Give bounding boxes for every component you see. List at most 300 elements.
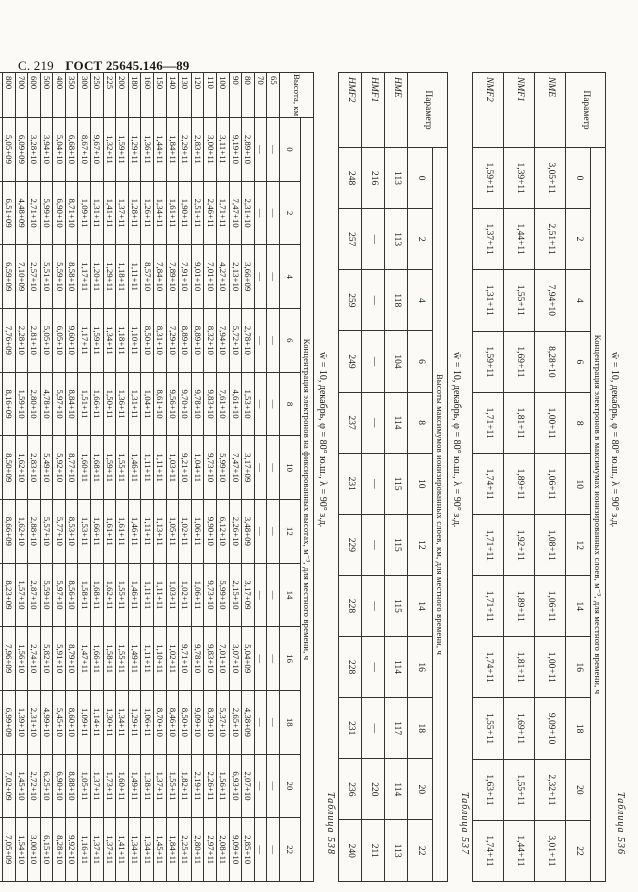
value-cell: 1,84+11 (166, 118, 179, 182)
value-cell: — (362, 698, 385, 759)
value-cell: 8,66+09 (2, 500, 15, 564)
value-cell: 1,31+11 (128, 372, 141, 436)
value-cell: — (267, 818, 280, 882)
value-cell: — (267, 245, 280, 309)
group-header: Высоты максимумов ионизированных слоев, км, для местного времени, ч (433, 148, 448, 882)
value-cell: 8,16+09 (2, 372, 15, 436)
value-cell: 8,28+10 (535, 331, 566, 393)
value-cell: 9,09+10 (229, 818, 242, 882)
value-cell: 9,60+10 (65, 309, 78, 373)
table-row (141, 73, 154, 882)
table-row (2, 73, 15, 882)
value-cell: 2,28+10 (15, 309, 28, 373)
table-row (78, 73, 91, 882)
value-cell: 9,19+10 (229, 118, 242, 182)
value-cell: 6,90+10 (53, 181, 66, 245)
value-cell: 8,53+10 (65, 500, 78, 564)
value-cell (0, 436, 2, 500)
value-cell: — (254, 754, 267, 818)
value-cell: 3,11+11 (217, 118, 230, 182)
value-cell: 1,45+11 (154, 818, 167, 882)
value-cell: 5,57+10 (40, 500, 53, 564)
value-cell: 9,21+10 (179, 436, 192, 500)
value-cell: 4,99+10 (40, 690, 53, 754)
value-cell: 1,31+11 (91, 181, 104, 245)
value-cell: 9,78+10 (191, 372, 204, 436)
value-cell: 6,05+10 (53, 309, 66, 373)
value-cell: 1,10+11 (128, 309, 141, 373)
value-cell: 118 (385, 270, 408, 331)
table-row (15, 73, 28, 882)
value-cell: 115 (385, 514, 408, 575)
value-cell: 2,87+10 (28, 563, 41, 627)
value-cell: — (362, 331, 385, 392)
table-row (116, 73, 129, 882)
value-cell: 1,16+11 (78, 818, 91, 882)
value-cell: 248 (339, 148, 362, 209)
value-cell: 2,51+11 (191, 181, 204, 245)
value-cell: 1,34+11 (141, 818, 154, 882)
hour-header: 4 (408, 270, 433, 331)
value-cell: 8,46+10 (166, 690, 179, 754)
page-number: С. 219 (18, 58, 54, 73)
value-cell: — (254, 118, 267, 182)
value-cell: 2,57+10 (28, 245, 41, 309)
value-cell: 1,26+11 (141, 181, 154, 245)
value-cell: 1,57+10 (15, 563, 28, 627)
value-cell: — (254, 500, 267, 564)
value-cell: 228 (339, 575, 362, 636)
value-cell: 2,46+11 (204, 181, 217, 245)
hour-header: 6 (280, 309, 301, 373)
value-cell: 259 (339, 270, 362, 331)
height-value: 500 (40, 73, 53, 118)
table-row (179, 73, 192, 882)
value-cell: 6,12+10 (217, 500, 230, 564)
value-cell: — (362, 637, 385, 698)
height-value: 225 (103, 73, 116, 118)
value-cell: 7,61+10 (217, 372, 230, 436)
value-cell: 1,53+10 (242, 372, 255, 436)
value-cell: 1,68+11 (91, 563, 104, 627)
value-cell: 1,31+11 (473, 270, 504, 332)
height-value: 90 (229, 73, 242, 118)
value-cell: 8,88+10 (65, 754, 78, 818)
hour-header: 2 (408, 209, 433, 270)
standard-title: ГОСТ 25645.146—89 (65, 58, 190, 73)
value-cell: 3,01+11 (535, 820, 566, 881)
value-cell: 1,32+11 (103, 118, 116, 182)
value-cell: 2,72+10 (28, 754, 41, 818)
value-cell: 4,48+09 (15, 181, 28, 245)
group-header: Концентрация электронов на фиксированных высотах, м⁻³, для местного времени, ч (301, 118, 314, 882)
hour-header: 18 (408, 698, 433, 759)
value-cell: 8,89+10 (191, 309, 204, 373)
value-cell: 3,66+09 (242, 245, 255, 309)
hour-header: 0 (408, 148, 433, 209)
value-cell: — (362, 575, 385, 636)
table-row (191, 73, 204, 882)
table-row (65, 73, 78, 882)
value-cell: 5,99+10 (40, 181, 53, 245)
value-cell: 4,38+09 (242, 690, 255, 754)
hour-header: 22 (280, 818, 301, 882)
hour-header: 22 (566, 820, 591, 881)
value-cell: 8,84+10 (65, 372, 78, 436)
value-cell: — (254, 563, 267, 627)
value-cell: 1,61+11 (166, 181, 179, 245)
value-cell: 1,34+11 (103, 309, 116, 373)
value-cell: 1,00+11 (535, 393, 566, 454)
value-cell: 1,82+11 (179, 754, 192, 818)
value-cell: 2,81+10 (28, 309, 41, 373)
value-cell: 3,17+09 (242, 563, 255, 627)
hour-header: 16 (566, 637, 591, 698)
value-cell: 8,60+10 (65, 690, 78, 754)
table-536-label: Таблица 536 (615, 792, 626, 855)
value-cell: 1,05+11 (166, 500, 179, 564)
value-cell: 1,55+11 (473, 698, 504, 760)
value-cell: 5,04+10 (53, 118, 66, 182)
height-value: 250 (91, 73, 104, 118)
value-cell: 7,01+10 (217, 627, 230, 691)
value-cell: 7,76+09 (2, 309, 15, 373)
value-cell: 1,00+11 (535, 637, 566, 698)
value-cell: 6,51+09 (2, 181, 15, 245)
value-cell: 1,46+11 (128, 500, 141, 564)
value-cell: 1,11+11 (128, 245, 141, 309)
value-cell: 5,59+10 (53, 245, 66, 309)
value-cell: 1,02+11 (166, 627, 179, 691)
value-cell: 8,50+09 (2, 436, 15, 500)
hour-header: 8 (566, 393, 591, 454)
hour-header: 4 (280, 245, 301, 309)
value-cell: 7,47+10 (229, 436, 242, 500)
value-cell (0, 118, 2, 182)
value-cell: 1,34+11 (128, 818, 141, 882)
value-cell: 1,37+11 (103, 818, 116, 882)
value-cell: 220 (362, 759, 385, 820)
value-cell: — (254, 181, 267, 245)
value-cell: 1,54+10 (15, 818, 28, 882)
value-cell: 1,49+11 (128, 754, 141, 818)
table-row (267, 73, 280, 882)
value-cell: 2,07+10 (242, 754, 255, 818)
value-cell: 3,00+10 (28, 818, 41, 882)
hour-header: 14 (566, 576, 591, 637)
value-cell: 1,37+11 (473, 209, 504, 270)
height-value: 600 (28, 73, 41, 118)
hour-header: 6 (408, 331, 433, 392)
value-cell: 1,62+10 (15, 436, 28, 500)
value-cell: 1,59+11 (473, 331, 504, 393)
height-value: 140 (166, 73, 179, 118)
value-cell: 113 (385, 820, 408, 882)
value-cell: 3,17+09 (242, 436, 255, 500)
value-cell: 1,66+11 (91, 372, 104, 436)
hour-header: 20 (280, 754, 301, 818)
value-cell: 1,59+11 (116, 118, 129, 182)
value-cell: 1,55+11 (116, 436, 129, 500)
value-cell: 1,38+11 (141, 754, 154, 818)
value-cell: 9,56+10 (166, 372, 179, 436)
value-cell: 1,17+11 (78, 309, 91, 373)
value-cell: 2,78+10 (242, 309, 255, 373)
value-cell: 1,29+11 (103, 245, 116, 309)
value-cell: 114 (385, 759, 408, 820)
value-cell: 1,55+11 (116, 627, 129, 691)
value-cell: 1,37+11 (91, 818, 104, 882)
table-row (339, 73, 362, 882)
value-cell: 8,71+10 (65, 181, 78, 245)
hour-header: 8 (408, 392, 433, 453)
height-value: 200 (116, 73, 129, 118)
value-cell: 1,81+11 (504, 393, 535, 454)
value-cell: 5,82+10 (40, 627, 53, 691)
value-cell: 1,90+11 (179, 181, 192, 245)
value-cell: 1,06+11 (191, 500, 204, 564)
value-cell: 2,65+10 (229, 690, 242, 754)
value-cell: 229 (339, 514, 362, 575)
value-cell: 1,41+11 (103, 181, 116, 245)
value-cell: 1,37+11 (116, 181, 129, 245)
value-cell: 1,06+11 (535, 576, 566, 637)
value-cell: 1,55+11 (504, 759, 535, 820)
value-cell: 1,50+11 (103, 372, 116, 436)
value-cell: 2,32+11 (535, 759, 566, 820)
value-cell: — (267, 500, 280, 564)
value-cell: — (267, 754, 280, 818)
value-cell (0, 754, 2, 818)
value-cell: 1,06+11 (535, 454, 566, 515)
value-cell: 5,05+09 (2, 118, 15, 182)
hour-header: 12 (566, 515, 591, 576)
value-cell: 9,83+10 (204, 372, 217, 436)
value-cell: — (267, 309, 280, 373)
value-cell: 2,26+11 (204, 754, 217, 818)
value-cell: — (267, 181, 280, 245)
table-row (362, 73, 385, 882)
value-cell: 1,44+11 (504, 820, 535, 881)
value-cell: 3,48+09 (242, 500, 255, 564)
value-cell: 8,28+10 (53, 818, 66, 882)
value-cell: 5,05+10 (40, 309, 53, 373)
value-cell: 114 (385, 392, 408, 453)
value-cell: 2,26+10 (229, 500, 242, 564)
value-cell (0, 245, 2, 309)
value-cell: 3,94+10 (40, 118, 53, 182)
table-row (91, 73, 104, 882)
table-536 (472, 72, 606, 882)
value-cell: 8,23+09 (2, 563, 15, 627)
value-cell: — (362, 209, 385, 270)
param-name: NMF2 (473, 73, 504, 148)
value-cell (0, 372, 2, 436)
table-row (254, 73, 267, 882)
value-cell: 8,57+10 (141, 245, 154, 309)
value-cell: 7,05+09 (2, 818, 15, 882)
height-value: 120 (191, 73, 204, 118)
value-cell: 9,78+10 (191, 627, 204, 691)
table-row (229, 73, 242, 882)
value-cell: — (267, 118, 280, 182)
value-cell: 236 (339, 759, 362, 820)
value-cell: 7,10+09 (15, 245, 28, 309)
height-value: 400 (53, 73, 66, 118)
value-cell: 5,97+10 (53, 563, 66, 627)
value-cell: — (362, 453, 385, 514)
value-cell: 2,15+10 (229, 563, 242, 627)
value-cell: 8,67+10 (78, 118, 91, 182)
value-cell: 1,49+11 (128, 627, 141, 691)
table-row (217, 73, 230, 882)
value-cell: 1,37+11 (91, 754, 104, 818)
value-cell: 8,77+10 (65, 436, 78, 500)
value-cell: 1,58+11 (103, 627, 116, 691)
table-row (53, 73, 66, 882)
value-cell: 1,29+11 (128, 118, 141, 182)
value-cell: 9,71+10 (179, 627, 192, 691)
value-cell: — (267, 627, 280, 691)
value-cell: 4,61+10 (229, 372, 242, 436)
value-cell: 1,55+11 (504, 270, 535, 332)
value-cell: 249 (339, 331, 362, 392)
value-cell: 9,70+10 (179, 372, 192, 436)
value-cell: 2,31+10 (28, 690, 41, 754)
hour-header: 8 (280, 372, 301, 436)
value-cell: — (254, 436, 267, 500)
value-cell: — (254, 309, 267, 373)
value-cell: 5,49+10 (40, 436, 53, 500)
value-cell: 1,05+11 (78, 754, 91, 818)
value-cell: 9,09+10 (191, 690, 204, 754)
table-538-label: Таблица 538 (325, 792, 336, 855)
value-cell: 1,56+11 (217, 754, 230, 818)
value-cell: 3,00+11 (204, 118, 217, 182)
rotated-tables-area (4, 72, 628, 892)
value-cell: — (254, 627, 267, 691)
value-cell: 5,04+09 (242, 627, 255, 691)
value-cell: 1,02+11 (179, 563, 192, 627)
value-cell: 1,46+11 (128, 563, 141, 627)
group-header: Концентрация электронов в максимумах ионизированных слоев, м⁻³, для местного времени, ч (591, 148, 606, 882)
table-row (28, 73, 41, 882)
value-cell: 6,09+09 (15, 118, 28, 182)
value-cell: 1,53+11 (78, 500, 91, 564)
value-cell: 2,89+10 (242, 118, 255, 182)
table-row (166, 73, 179, 882)
value-cell: 1,17+11 (78, 245, 91, 309)
value-cell: 1,13+11 (154, 500, 167, 564)
value-cell: — (362, 392, 385, 453)
table-537-label: Таблица 537 (459, 792, 470, 855)
value-cell: 231 (339, 453, 362, 514)
hour-header: 18 (566, 698, 591, 760)
value-cell: 9,01+10 (191, 245, 204, 309)
table-row (242, 73, 255, 882)
value-cell: 7,94+10 (535, 270, 566, 332)
hour-header: 20 (566, 759, 591, 820)
value-cell: 1,74+11 (473, 637, 504, 698)
value-cell: 1,55+11 (116, 563, 129, 627)
hour-header: 12 (408, 514, 433, 575)
value-cell: 1,60+11 (78, 436, 91, 500)
value-cell: 104 (385, 331, 408, 392)
height-value: 100 (217, 73, 230, 118)
table-row (154, 73, 167, 882)
value-cell: 8,56+10 (65, 563, 78, 627)
value-cell: 5,51+10 (40, 245, 53, 309)
value-cell: — (362, 514, 385, 575)
height-value: 700 (15, 73, 28, 118)
height-value (0, 73, 2, 118)
height-value: 130 (179, 73, 192, 118)
value-cell: 6,59+09 (2, 245, 15, 309)
value-cell: 1,89+11 (504, 576, 535, 637)
value-cell: 4,27+10 (217, 245, 230, 309)
value-cell: 8,79+10 (65, 627, 78, 691)
value-cell: 1,62+10 (15, 500, 28, 564)
value-cell: 8,32+10 (204, 309, 217, 373)
value-cell: 5,59+10 (40, 563, 53, 627)
value-cell: 115 (385, 453, 408, 514)
value-cell: 2,08+11 (217, 818, 230, 882)
value-cell: 8,50+10 (141, 309, 154, 373)
value-cell: 2,97+11 (204, 818, 217, 882)
value-cell: 1,71+11 (473, 515, 504, 576)
param-header: Параметр (566, 73, 606, 148)
value-cell: 117 (385, 698, 408, 759)
value-cell: 8,89+10 (179, 309, 192, 373)
value-cell: 7,96+09 (2, 627, 15, 691)
value-cell: 1,18+11 (116, 309, 129, 373)
value-cell: 7,01+10 (204, 245, 217, 309)
height-value: 110 (204, 73, 217, 118)
value-cell: — (267, 372, 280, 436)
value-cell: 1,30+11 (103, 690, 116, 754)
value-cell: 2,51+11 (535, 209, 566, 270)
table-row (535, 73, 566, 882)
value-cell: 1,59+11 (103, 436, 116, 500)
value-cell: 114 (385, 637, 408, 698)
value-cell: 1,47+11 (78, 627, 91, 691)
value-cell: 1,41+11 (116, 818, 129, 882)
value-cell: 9,73+10 (204, 563, 217, 627)
height-value: 160 (141, 73, 154, 118)
value-cell: 1,44+11 (504, 209, 535, 270)
height-value: 800 (2, 73, 15, 118)
value-cell: 1,61+11 (103, 500, 116, 564)
value-cell: 237 (339, 392, 362, 453)
value-cell: 1,06+11 (141, 690, 154, 754)
value-cell: 2,85+10 (242, 818, 255, 882)
height-header: Высота, км (280, 73, 314, 118)
hour-header: 2 (566, 209, 591, 270)
value-cell: 8,50+10 (179, 690, 192, 754)
table-536-subtitle: w̄ = 10, декабрь, φ = 80° ю.ш., λ = 90° з.д. (609, 352, 620, 528)
value-cell: 9,67+10 (91, 118, 104, 182)
value-cell: 1,81+11 (504, 637, 535, 698)
value-cell: 113 (385, 209, 408, 270)
value-cell: 7,47+10 (229, 181, 242, 245)
value-cell: 1,74+11 (473, 820, 504, 881)
value-cell: 9,09+10 (535, 698, 566, 760)
value-cell: — (254, 690, 267, 754)
hour-header: 4 (566, 270, 591, 332)
table-row (504, 73, 535, 882)
value-cell: 231 (339, 698, 362, 759)
value-cell: 1,11+11 (141, 436, 154, 500)
